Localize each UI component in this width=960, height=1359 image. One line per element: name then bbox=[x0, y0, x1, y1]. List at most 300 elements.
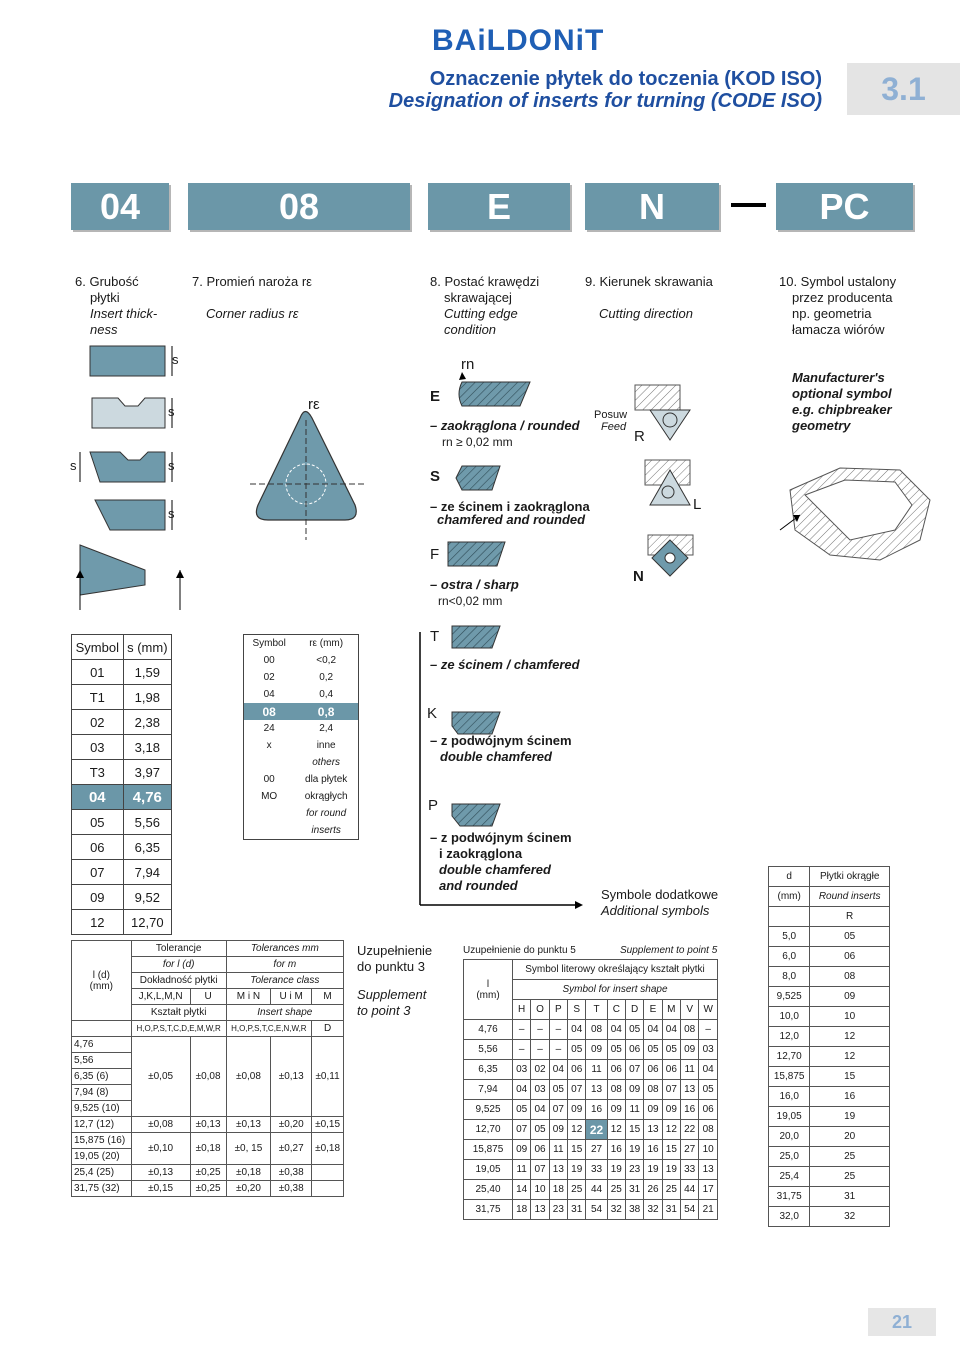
label-thickness: 6. Grubość płytki Insert thick- ness bbox=[75, 274, 158, 337]
title-polish: Oznaczenie płytek do toczenia (KOD ISO) bbox=[429, 68, 822, 90]
round-d: 15,875 bbox=[769, 1067, 810, 1087]
supp5-value: 07 bbox=[513, 1120, 531, 1140]
supp5-value: 15 bbox=[625, 1120, 643, 1140]
edge-K-letter: K bbox=[427, 705, 438, 722]
shape-letter: D bbox=[625, 1000, 643, 1020]
supp5-value: 13 bbox=[681, 1080, 699, 1100]
thickness-row bbox=[72, 735, 172, 760]
tolerance-value: ±0,38 bbox=[271, 1181, 312, 1197]
supp5-row bbox=[464, 1080, 718, 1100]
round-row bbox=[769, 1027, 890, 1047]
supp5-size: 15,875 bbox=[464, 1140, 513, 1160]
supp5-value: 44 bbox=[586, 1180, 607, 1200]
tolerance-row bbox=[72, 1181, 344, 1197]
round-row bbox=[769, 1107, 890, 1127]
tolerance-value: ±0,18 bbox=[312, 1133, 344, 1165]
radius-head-symbol: Symbol bbox=[252, 638, 286, 649]
supp5-value: 06 bbox=[607, 1060, 625, 1080]
radius-value: okrągłych bbox=[304, 791, 348, 802]
thickness-row bbox=[72, 835, 172, 860]
code-box-manufacturer: PC bbox=[776, 183, 913, 230]
supp5-value: 44 bbox=[681, 1180, 699, 1200]
supp5-value: 31 bbox=[568, 1200, 586, 1220]
additional-symbols-en: Additional symbols bbox=[601, 903, 710, 918]
round-d: 19,05 bbox=[769, 1107, 810, 1127]
supp5-value: 03 bbox=[531, 1080, 549, 1100]
tolerance-value: ±0,38 bbox=[271, 1165, 312, 1181]
tolerance-size: 25,4 (25) bbox=[72, 1165, 132, 1181]
supp5-value: 09 bbox=[681, 1040, 699, 1060]
edge-S-letter: S bbox=[430, 468, 441, 485]
supp5-value: 10 bbox=[699, 1140, 718, 1160]
round-R: 06 bbox=[810, 947, 890, 967]
supp5-value: 27 bbox=[681, 1140, 699, 1160]
supp5-value: 09 bbox=[625, 1080, 643, 1100]
supp5-value: 04 bbox=[607, 1020, 625, 1040]
supp5-value: 07 bbox=[549, 1100, 567, 1120]
round-d: 25,4 bbox=[769, 1167, 810, 1187]
thickness-symbol: 02 bbox=[72, 710, 124, 735]
supp5-row bbox=[464, 1140, 718, 1160]
supp5-value: 18 bbox=[549, 1180, 567, 1200]
supp5-value: 04 bbox=[644, 1020, 662, 1040]
supp5-value: 04 bbox=[513, 1080, 531, 1100]
tolerance-row bbox=[72, 1133, 344, 1149]
radius-symbol bbox=[244, 822, 295, 840]
edge-F-letter: F bbox=[430, 546, 440, 563]
supp5-size: 4,76 bbox=[464, 1020, 513, 1040]
round-row bbox=[769, 1207, 890, 1227]
tolerance-value: ±0, 15 bbox=[226, 1133, 271, 1165]
round-d: 20,0 bbox=[769, 1127, 810, 1147]
shape-letter: O bbox=[531, 1000, 549, 1020]
chipbreaker-geometry bbox=[780, 468, 930, 560]
tolerance-value: ±0,15 bbox=[312, 1117, 344, 1133]
supp5-row bbox=[464, 1180, 718, 1200]
supp5-value: 38 bbox=[625, 1200, 643, 1220]
round-R: 20 bbox=[810, 1127, 890, 1147]
thickness-table bbox=[71, 634, 172, 935]
thickness-row bbox=[72, 710, 172, 735]
radius-table bbox=[243, 634, 359, 840]
round-d: 12,0 bbox=[769, 1027, 810, 1047]
supp5-value: 09 bbox=[549, 1120, 567, 1140]
supp5-row bbox=[464, 1160, 718, 1180]
supp5-row bbox=[464, 1200, 718, 1220]
tolerance-table: l (d) (mm) Tolerancje Tolerances mm for l (d) for m Dokładność płytki Tolerance class J,K,L,M,N U M i N U i M M Kształt płytki Insert shape H,O,P,S,T,C,D,E,M,W,R H,O,P,S,T,C,E,N,W,R D 4,76 ±0,05 ±0,08 ±0,08 ±0,13 ±0,11 5,56 6,35 (6) 7,94 (8) 9,525 (10) 12,7 (12) ±0,08 ±0,13 ±0,13 ±0,20 ±0,15 15,875 (16) ±0,10 ±0,18 ±0, 15 ±0,27 ±0,18 19,05 (20) 25,4 (25) ±0,13 ±0,25 ±0,18 ±0,38 31,75 (32) ±0,15 ±0,25 ±0,20 ±0,38 bbox=[71, 940, 344, 1197]
radius-symbol: 02 bbox=[263, 672, 275, 683]
supp5-value: 05 bbox=[607, 1040, 625, 1060]
supp5-value: 31 bbox=[662, 1200, 680, 1220]
radius-row bbox=[244, 771, 359, 788]
edge-E-desc: – zaokrąglona / rounded bbox=[430, 418, 580, 433]
round-R: 19 bbox=[810, 1107, 890, 1127]
radius-row bbox=[244, 686, 359, 703]
supp5-value: 09 bbox=[662, 1100, 680, 1120]
thickness-value: 9,52 bbox=[123, 885, 171, 910]
shape-letter: M bbox=[662, 1000, 680, 1020]
round-d: 32,0 bbox=[769, 1207, 810, 1227]
supp5-value: 19 bbox=[662, 1160, 680, 1180]
direction-N: N bbox=[633, 568, 644, 585]
s-label-3: s bbox=[70, 458, 77, 473]
supp5-value: 03 bbox=[513, 1060, 531, 1080]
thickness-value: 5,56 bbox=[123, 810, 171, 835]
supp5-value: 21 bbox=[699, 1200, 718, 1220]
supp5-value: 09 bbox=[513, 1140, 531, 1160]
tol-ld-header: l (d) (mm) bbox=[72, 941, 132, 1021]
section-number: 3.1 bbox=[847, 63, 960, 115]
tolerance-value: ±0,18 bbox=[190, 1133, 226, 1165]
tolerance-size: 9,525 (10) bbox=[72, 1101, 132, 1117]
tolerance-value: ±0,13 bbox=[131, 1165, 190, 1181]
tolerance-value: ±0,08 bbox=[226, 1037, 271, 1117]
radius-row bbox=[244, 822, 359, 840]
label-radius: 7. Promień naroża rε Corner radius rε bbox=[192, 274, 312, 321]
manufacturer-note: Manufacturer's optional symbol e.g. chipbreaker geometry bbox=[792, 370, 892, 433]
supp5-row bbox=[464, 1120, 718, 1140]
round-d: 31,75 bbox=[769, 1187, 810, 1207]
round-R: 25 bbox=[810, 1167, 890, 1187]
radius-symbol: MO bbox=[261, 791, 278, 802]
s-label-1: s bbox=[172, 352, 179, 367]
supp5-value: 33 bbox=[681, 1160, 699, 1180]
thickness-header-row bbox=[72, 635, 172, 660]
thickness-symbol: 09 bbox=[72, 885, 124, 910]
round-row bbox=[769, 947, 890, 967]
supp5-value: 13 bbox=[549, 1160, 567, 1180]
thickness-row bbox=[72, 660, 172, 685]
supp5-value: – bbox=[531, 1020, 549, 1040]
radius-value: 0,2 bbox=[319, 672, 334, 683]
tolerance-size: 6,35 (6) bbox=[72, 1069, 132, 1085]
radius-value: 0,4 bbox=[319, 689, 334, 700]
supp5-value: – bbox=[549, 1040, 567, 1060]
thickness-value: 1,98 bbox=[123, 685, 171, 710]
thickness-value: 7,94 bbox=[123, 860, 171, 885]
thickness-value: 6,35 bbox=[123, 835, 171, 860]
supp5-value: 19 bbox=[625, 1140, 643, 1160]
supp5-value: 06 bbox=[568, 1060, 586, 1080]
supp5-value: 04 bbox=[568, 1020, 586, 1040]
thickness-head-s: s (mm) bbox=[123, 635, 171, 660]
brand-logo: BAiLDONiT bbox=[432, 24, 605, 57]
supp5-value: 13 bbox=[531, 1200, 549, 1220]
thickness-value: 1,59 bbox=[123, 660, 171, 685]
thickness-value: 2,38 bbox=[123, 710, 171, 735]
thickness-head-symbol: Symbol bbox=[72, 635, 124, 660]
shape-letter: T bbox=[586, 1000, 607, 1020]
tolerance-value: ±0,13 bbox=[190, 1117, 226, 1133]
radius-row bbox=[244, 754, 359, 771]
supp5-value: 15 bbox=[568, 1140, 586, 1160]
tolerance-value bbox=[312, 1165, 344, 1181]
supp5-value: 05 bbox=[644, 1040, 662, 1060]
edge-S-desc-en: chamfered and rounded bbox=[437, 512, 586, 527]
supp5-value: 07 bbox=[662, 1080, 680, 1100]
radius-symbol: 08 bbox=[244, 703, 295, 720]
edge-E-cond: rn ≥ 0,02 mm bbox=[442, 435, 513, 449]
radius-symbol: x bbox=[266, 740, 272, 751]
supp5-value: 11 bbox=[586, 1060, 607, 1080]
tolerance-value: ±0,25 bbox=[190, 1165, 226, 1181]
thickness-symbol: 06 bbox=[72, 835, 124, 860]
supp5-value: 19 bbox=[644, 1160, 662, 1180]
radius-row bbox=[244, 703, 359, 720]
thickness-value: 12,70 bbox=[123, 910, 171, 935]
round-R: 12 bbox=[810, 1027, 890, 1047]
supp5-value: 11 bbox=[549, 1140, 567, 1160]
supp5-value: 07 bbox=[568, 1080, 586, 1100]
supp5-size: 9,525 bbox=[464, 1100, 513, 1120]
supp5-value: 22 bbox=[586, 1120, 607, 1140]
thickness-symbol: T3 bbox=[72, 760, 124, 785]
supp5-value: 09 bbox=[607, 1100, 625, 1120]
supp5-value: 12 bbox=[568, 1120, 586, 1140]
supp5-value: 08 bbox=[644, 1080, 662, 1100]
supp5-value: 14 bbox=[513, 1180, 531, 1200]
thickness-row bbox=[72, 860, 172, 885]
thickness-symbol: 04 bbox=[72, 785, 124, 810]
tolerance-size: 4,76 bbox=[72, 1037, 132, 1053]
supp5-value: – bbox=[531, 1040, 549, 1060]
supp5-value: 32 bbox=[644, 1200, 662, 1220]
supp5-value: 19 bbox=[568, 1160, 586, 1180]
edge-E-letter: E bbox=[430, 388, 441, 405]
thickness-symbol: 03 bbox=[72, 735, 124, 760]
supp5-value: 25 bbox=[568, 1180, 586, 1200]
s-label-5: s bbox=[168, 506, 175, 521]
shape-letter: H bbox=[513, 1000, 531, 1020]
round-d: 8,0 bbox=[769, 967, 810, 987]
supp5-value: – bbox=[549, 1020, 567, 1040]
round-R: 09 bbox=[810, 987, 890, 1007]
radius-row bbox=[244, 652, 359, 669]
supp5-value: 25 bbox=[662, 1180, 680, 1200]
supp5-value: 11 bbox=[625, 1100, 643, 1120]
round-R: 05 bbox=[810, 927, 890, 947]
round-row bbox=[769, 1007, 890, 1027]
tolerance-value: ±0,27 bbox=[271, 1133, 312, 1165]
tolerance-value: ±0,20 bbox=[226, 1181, 271, 1197]
supp5-value: 12 bbox=[607, 1120, 625, 1140]
tolerance-value: ±0,10 bbox=[131, 1133, 190, 1165]
round-d: 12,70 bbox=[769, 1047, 810, 1067]
supp5-value: 19 bbox=[607, 1160, 625, 1180]
edge-K-desc-pl: – z podwójnym ścinem bbox=[430, 733, 572, 748]
rn-symbol: rn bbox=[461, 356, 475, 373]
supp5-value: 08 bbox=[681, 1020, 699, 1040]
radius-symbol: 24 bbox=[263, 723, 275, 734]
radius-symbol: 00 bbox=[263, 655, 275, 666]
round-R: 10 bbox=[810, 1007, 890, 1027]
supp5-value: 05 bbox=[699, 1080, 718, 1100]
thickness-symbol: 05 bbox=[72, 810, 124, 835]
title-english: Designation of inserts for turning (CODE ISO) bbox=[388, 90, 822, 112]
radius-value: <0,2 bbox=[316, 655, 337, 666]
supp5-value: 22 bbox=[681, 1120, 699, 1140]
supp5-value: 25 bbox=[607, 1180, 625, 1200]
code-box-radius: 08 bbox=[188, 183, 410, 230]
supp5-value: – bbox=[513, 1020, 531, 1040]
supp5-value: 05 bbox=[513, 1100, 531, 1120]
thickness-row bbox=[72, 760, 172, 785]
thickness-row bbox=[72, 810, 172, 835]
edge-T-letter: T bbox=[430, 628, 440, 645]
supp5-row bbox=[464, 1040, 718, 1060]
supp5-value: 09 bbox=[644, 1100, 662, 1120]
tolerance-value: ±0,18 bbox=[226, 1165, 271, 1181]
supp5-value: 32 bbox=[607, 1200, 625, 1220]
tolerance-row bbox=[72, 1117, 344, 1133]
supp5-value: 16 bbox=[586, 1100, 607, 1120]
radius-row bbox=[244, 805, 359, 822]
supp5-value: 09 bbox=[586, 1040, 607, 1060]
supp5-size: 6,35 bbox=[464, 1060, 513, 1080]
supp5-value: 11 bbox=[681, 1060, 699, 1080]
supp5-size: 25,40 bbox=[464, 1180, 513, 1200]
round-R: 08 bbox=[810, 967, 890, 987]
tolerance-size: 15,875 (16) bbox=[72, 1133, 132, 1149]
supp5-value: 05 bbox=[662, 1040, 680, 1060]
s-label-2: s bbox=[168, 404, 175, 419]
round-inserts-table: d Płytki okrągłe (mm) Round inserts R 5,0 05 6,0 06 8,0 08 9,525 09 10,0 10 12,0 12 12,70 12 15,875 15 16,0 16 19,05 19 20,0 20 25,0 25 25,4 25 31,75 31 32,0 32 bbox=[768, 866, 890, 1227]
thickness-symbol: T1 bbox=[72, 685, 124, 710]
radius-symbol bbox=[244, 805, 295, 822]
round-d: 16,0 bbox=[769, 1087, 810, 1107]
radius-row bbox=[244, 669, 359, 686]
supp5-value: 23 bbox=[549, 1200, 567, 1220]
direction-L: L bbox=[693, 496, 702, 513]
radius-header-row bbox=[244, 635, 359, 653]
code-box-direction: N bbox=[585, 183, 719, 230]
shape-letter: E bbox=[644, 1000, 662, 1020]
shape-letter: C bbox=[607, 1000, 625, 1020]
round-row bbox=[769, 1147, 890, 1167]
supp5-value: 02 bbox=[531, 1060, 549, 1080]
radius-row bbox=[244, 737, 359, 754]
supp5-value: 06 bbox=[531, 1140, 549, 1160]
supp5-value: 16 bbox=[644, 1140, 662, 1160]
tolerance-size: 31,75 (32) bbox=[72, 1181, 132, 1197]
supp5-value: 33 bbox=[586, 1160, 607, 1180]
supp5-title-en: Supplement to point 5 bbox=[620, 945, 718, 956]
radius-symbol: 00 bbox=[263, 774, 275, 785]
tolerance-size: 12,7 (12) bbox=[72, 1117, 132, 1133]
shape-letter: P bbox=[549, 1000, 567, 1020]
round-row bbox=[769, 967, 890, 987]
supp5-value: – bbox=[699, 1020, 718, 1040]
supp5-value: 07 bbox=[625, 1060, 643, 1080]
supp5-row bbox=[464, 1060, 718, 1080]
tolerance-row bbox=[72, 1165, 344, 1181]
round-row bbox=[769, 1067, 890, 1087]
supp5-value: 04 bbox=[662, 1020, 680, 1040]
edge-K-desc-en: double chamfered bbox=[440, 749, 552, 764]
tolerance-value: ±0,15 bbox=[131, 1181, 190, 1197]
posuw-label: Posuw bbox=[594, 409, 628, 421]
round-row bbox=[769, 1047, 890, 1067]
edge-F-desc: – ostra / sharp bbox=[430, 577, 519, 592]
tolerance-value: ±0,08 bbox=[190, 1037, 226, 1117]
round-d: 6,0 bbox=[769, 947, 810, 967]
direction-R: R bbox=[634, 428, 645, 445]
round-d: 9,525 bbox=[769, 987, 810, 1007]
edge-F-cond: rn<0,02 mm bbox=[438, 594, 503, 608]
corner-radius-symbol: rε bbox=[308, 396, 320, 413]
round-d: 5,0 bbox=[769, 927, 810, 947]
feed-label: Feed bbox=[601, 421, 627, 433]
round-R: 16 bbox=[810, 1087, 890, 1107]
supplement-5-table: l (mm) Symbol literowy określający kształt płytki Symbol for insert shape H O P S T C D E M V W 4,76 – – – 04 08 04 05 04 04 08 – 5,56 – – – 05 09 05 06 05 05 09 03 6,35 03 02 04 06 11 06 07 06 06 11 04 7,94 04 03 05 07 13 08 09 08 07 13 05 9,525 05 04 07 09 16 09 11 09 09 16 06 12,70 07 05 09 12 22 12 15 13 12 22 08 15,875 09 06 11 15 27 16 19 16 15 27 10 19,05 11 07 13 19 33 19 23 19 19 33 13 25,40 14 10 18 25 44 25 31 26 25 44 17 31,75 18 13 23 31 54 32 38 32 31 54 21 bbox=[463, 959, 718, 1220]
tolerance-size: 7,94 (8) bbox=[72, 1085, 132, 1101]
thickness-profiles bbox=[76, 346, 184, 610]
supp5-value: 08 bbox=[699, 1120, 718, 1140]
label-edge: 8. Postać krawędzi skrawającej Cutting edge condition bbox=[430, 274, 540, 337]
edge-T-desc: – ze ścinem / chamfered bbox=[430, 657, 580, 672]
edge-P-desc: – z podwójnym ścinem i zaokrąglona double chamfered and rounded bbox=[430, 830, 572, 893]
radius-value: 2,4 bbox=[319, 723, 334, 734]
shape-letter: V bbox=[681, 1000, 699, 1020]
supp5-value: 11 bbox=[513, 1160, 531, 1180]
supp5-value: 07 bbox=[531, 1160, 549, 1180]
supp5-size: 5,56 bbox=[464, 1040, 513, 1060]
supp5-value: 13 bbox=[644, 1120, 662, 1140]
supp5-value: 04 bbox=[699, 1060, 718, 1080]
supp5-value: 27 bbox=[586, 1140, 607, 1160]
label-direction: 9. Kierunek skrawania Cutting direction bbox=[585, 274, 713, 321]
thickness-value: 3,18 bbox=[123, 735, 171, 760]
radius-row bbox=[244, 788, 359, 805]
round-d: 10,0 bbox=[769, 1007, 810, 1027]
edge-P-letter: P bbox=[428, 797, 439, 814]
tolerance-size: 19,05 (20) bbox=[72, 1149, 132, 1165]
supp5-value: 12 bbox=[662, 1120, 680, 1140]
code-box-thickness: 04 bbox=[71, 183, 169, 230]
supp5-value: 54 bbox=[586, 1200, 607, 1220]
tolerance-row bbox=[72, 1037, 344, 1053]
supp5-value: 06 bbox=[699, 1100, 718, 1120]
radius-value: inserts bbox=[311, 825, 341, 836]
label-manufacturer: 10. Symbol ustalony przez producenta np. geometria łamacza wiórów bbox=[779, 274, 897, 337]
supp5-value: 26 bbox=[644, 1180, 662, 1200]
tolerance-value bbox=[312, 1181, 344, 1197]
supp5-value: 18 bbox=[513, 1200, 531, 1220]
round-row bbox=[769, 1087, 890, 1107]
thickness-row bbox=[72, 685, 172, 710]
tolerance-value: ±0,25 bbox=[190, 1181, 226, 1197]
supp5-title-pl: Uzupełnienie do punktu 5 bbox=[463, 945, 576, 956]
supp5-value: 15 bbox=[662, 1140, 680, 1160]
radius-value: others bbox=[312, 757, 341, 768]
supp5-value: 17 bbox=[699, 1180, 718, 1200]
radius-value: for round bbox=[306, 808, 347, 819]
page-number: 21 bbox=[868, 1308, 936, 1336]
supp5-value: 03 bbox=[699, 1040, 718, 1060]
thickness-row bbox=[72, 785, 172, 810]
round-R: 15 bbox=[810, 1067, 890, 1087]
round-R: 25 bbox=[810, 1147, 890, 1167]
tolerance-value: ±0,20 bbox=[271, 1117, 312, 1133]
supp5-size: 19,05 bbox=[464, 1160, 513, 1180]
thickness-symbol: 01 bbox=[72, 660, 124, 685]
supp5-value: 13 bbox=[586, 1080, 607, 1100]
s-label-4: s bbox=[168, 458, 175, 473]
supp5-value: 09 bbox=[568, 1100, 586, 1120]
thickness-value: 4,76 bbox=[123, 785, 171, 810]
round-R: 31 bbox=[810, 1187, 890, 1207]
supp5-row bbox=[464, 1020, 718, 1040]
